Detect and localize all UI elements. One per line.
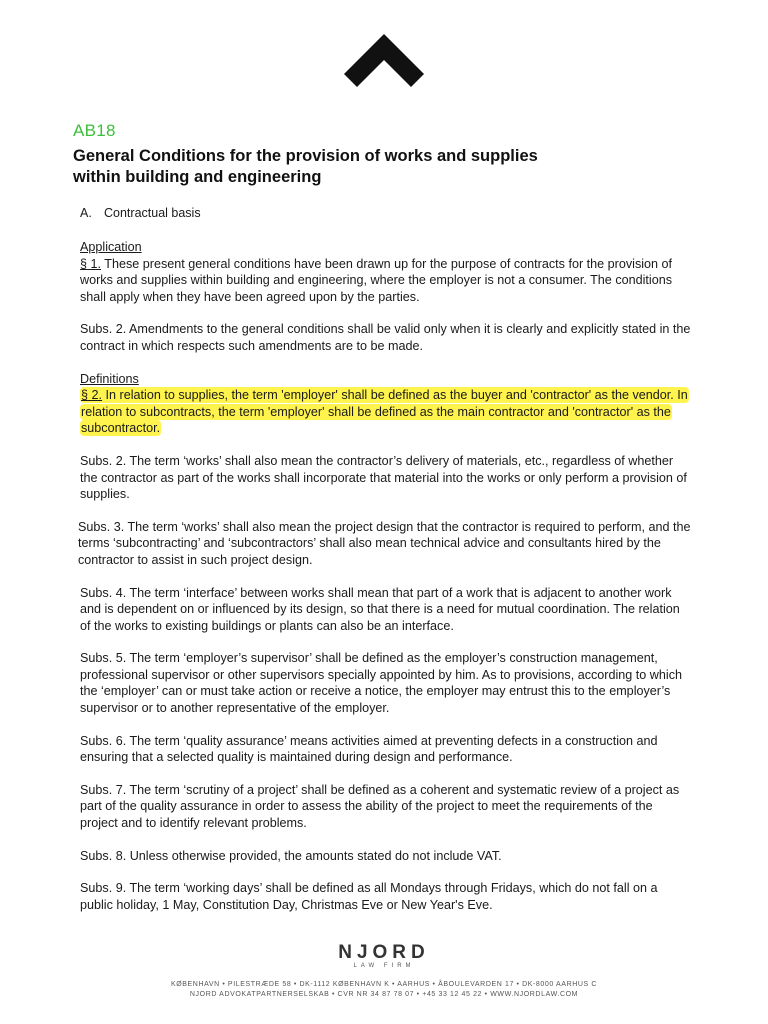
paragraph-mark: § 1. xyxy=(80,256,102,271)
paragraph-mark: § 2. xyxy=(81,388,103,403)
paragraph-2-subs-4: Subs. 4. The term ‘interface’ between works shall mean that part of a work that is adjacent to another work and is dependent on or influenced by its design, so that there is a need for mutual coordination. The relation of the works to existing buildings or plants can also be an interface. xyxy=(80,585,680,633)
footer-address: KØBENHAVN • PILESTRÆDE 58 • DK-1112 KØBENHAVN K • AARHUS • ÅBOULEVARDEN 17 • DK-8000 AARHUS C xyxy=(170,981,598,988)
footer-brand-subtitle: LAW FIRM xyxy=(353,963,415,969)
paragraph-2-subs-3: Subs. 3. The term ‘works’ shall also mean the project design that the contractor is required to perform, and the terms ‘subcontracting’ and ‘subcontractors’ shall also mean technical advice and consultants hired by the contractor to assist in such project design. xyxy=(78,519,691,567)
document-title xyxy=(73,146,693,188)
highlighted-text xyxy=(80,387,689,436)
paragraph-1 xyxy=(80,256,692,306)
paragraph-2 xyxy=(80,387,692,437)
paragraph-2-subs-7: Subs. 7. The term ‘scrutiny of a project’ shall be defined as a coherent and systematic review of a project as part of the quality assurance in order to assess the ability of the project to meet the requirements of the project and to identify relevant problems. xyxy=(80,782,680,831)
document-code: AB18 xyxy=(73,121,116,140)
paragraph-text: These present general conditions have been drawn up for the purpose of contracts for the provision of works and supplies within building and engineering, where the employer is not a consumer. The conditions shall apply when they have been agreed upon by the parties. xyxy=(80,256,673,304)
footer-contact: NJORD ADVOKATPARTNERSELSKAB • CVR NR 34 87 78 07 • +45 33 12 45 22 • WWW.NJORDLAW.COM xyxy=(189,991,579,998)
paragraph-1-subs-2: Subs. 2. Amendments to the general conditions shall be valid only when it is clearly and explicitly stated in the contract in which respects such amendments are to be made. xyxy=(80,322,691,353)
paragraph-2-subs-2: Subs. 2. The term ‘works’ shall also mean the contractor’s delivery of materials, etc., regardless of whether the contractor as part of the works shall incorporate that material into the works or only perform a provision of supplies. xyxy=(80,453,687,502)
paragraph-2-subs-9: Subs. 9. The term ‘working days’ shall be defined as all Mondays through Fridays, which do not fall on a public holiday, 1 May, Constitution Day, Christmas Eve or New Year's Eve. xyxy=(80,881,658,912)
footer-brand-logo: NJORD xyxy=(338,942,430,963)
application-heading: Application xyxy=(80,240,142,254)
paragraph-2-subs-5: Subs. 5. The term ‘employer’s supervisor’ shall be defined as the employer’s construction management, professional supervisor or other supervisors specially appointed by him. As to provisions, according to which the ‘employer’ can or must take action or receive a notice, the employer may entrust this to the employer’s supervisor or to another representative of the employer. xyxy=(80,651,682,716)
paragraph-text: In relation to supplies, the term 'employer' shall be defined as the buyer and 'contractor' as the vendor. In relation to subcontracts, the term 'employer' shall be defined as the main contractor and 'contractor' as the subcontractor. xyxy=(81,388,688,436)
section-heading xyxy=(80,206,201,220)
definitions-heading: Definitions xyxy=(80,371,139,386)
paragraph-2-subs-6: Subs. 6. The term ‘quality assurance’ means activities aimed at preventing defects in a construction and ensuring that a selected quality is maintained during design and performance. xyxy=(80,733,658,765)
section-letter: A. xyxy=(80,206,92,220)
document-title-line-2: within building and engineering xyxy=(73,168,322,186)
section-title: Contractual basis xyxy=(104,206,201,220)
chevron-up-icon xyxy=(344,34,424,88)
document-body xyxy=(80,239,692,929)
paragraph-2-subs-8: Subs. 8. Unless otherwise provided, the amounts stated do not include VAT. xyxy=(80,848,502,863)
document-title-line-1: General Conditions for the provision of works and supplies xyxy=(73,147,538,165)
